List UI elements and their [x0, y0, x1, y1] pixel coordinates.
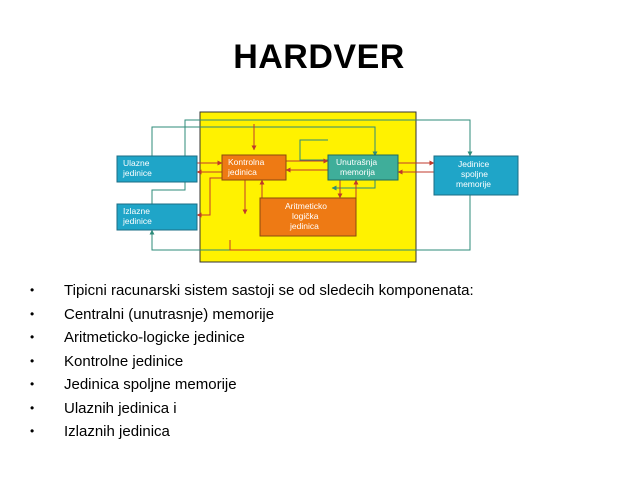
list-item-text: Izlaznih jedinica: [64, 423, 170, 440]
list-item-text: Ulaznih jedinica i: [64, 399, 177, 417]
block-alu-line-3: jedinica: [290, 221, 319, 231]
list-item-text: Tipicni racunarski sistem sastoji se od sledecih komponenata:: [64, 282, 474, 299]
list-item: [30, 326, 630, 350]
list-item: [30, 350, 630, 374]
list-item: [30, 279, 630, 303]
list-item-text: Aritmeticko-logicke jedinice: [64, 329, 245, 346]
slide-title: HARDVER: [233, 38, 405, 76]
block-aritmeticko-logicka-jedinica: [260, 198, 356, 236]
bullet-icon: •: [30, 330, 35, 344]
block-izlazne-jedinice: [117, 204, 197, 230]
list-item: [30, 397, 630, 421]
bullet-icon: •: [30, 306, 35, 321]
block-ulazne-jedinice: [117, 156, 197, 182]
block-kontrolna-line-1: Kontrolna: [228, 157, 265, 167]
list-item-text: Centralni (unutrasnje) memorije: [64, 305, 275, 323]
block-kontrolna-jedinica: [222, 155, 286, 180]
list-item-text: Kontrolne jedinice: [64, 352, 184, 370]
bullet-icon: •: [30, 353, 35, 368]
bullet-icon: •: [30, 283, 35, 297]
block-izlazne-line-2: jedinice: [123, 216, 152, 226]
block-kontrolna-line-2: jedinica: [228, 167, 257, 177]
block-izlazne-line-1: Izlazne: [123, 206, 150, 216]
list-item: [30, 303, 630, 327]
bullet-icon: •: [30, 400, 35, 415]
block-alu-line-1: Aritmeticko: [285, 201, 328, 211]
block-spoljne-line-3: memorije: [456, 179, 491, 189]
list-item-text: Jedinica spoljne memorije: [64, 376, 237, 393]
list-item: [30, 420, 630, 444]
block-spoljne-line-2: spoljne: [461, 169, 488, 179]
block-alu-line-2: logička: [292, 211, 319, 221]
block-ulazne-line-1: Ulazne: [123, 158, 150, 168]
bullet-icon: •: [30, 424, 35, 438]
block-unutrasnja-line-1: Unutrašnja: [336, 157, 378, 167]
list-item: [30, 373, 630, 397]
block-ulazne-line-2: jedinice: [123, 168, 152, 178]
block-unutrasnja-line-2: memorija: [340, 167, 375, 177]
bullet-list: [30, 279, 630, 444]
block-spoljne-line-1: Jedinice: [458, 159, 490, 169]
bullet-icon: •: [30, 377, 35, 391]
block-jedinice-spoljne-memorije: [434, 156, 518, 195]
cpu-area: [200, 112, 416, 262]
block-unutrasnja-memorija: [328, 155, 398, 180]
